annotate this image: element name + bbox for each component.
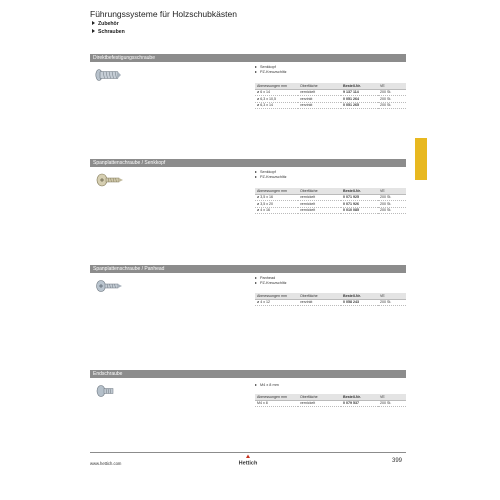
product-table (255, 293, 406, 306)
column-header: VE (378, 188, 406, 194)
section-spanplattenschraube-panhead (90, 265, 406, 325)
table-cell: ø 4 x 16 (255, 207, 298, 214)
table-cell: 200 St. (378, 299, 406, 306)
order-number-cell: 9 137 114 (341, 89, 378, 96)
feature-item: Senkkopf (255, 65, 287, 70)
section-title-bar: Endschraube (90, 370, 406, 378)
table-cell: M4 x 8 (255, 400, 298, 407)
table-row (255, 299, 406, 306)
column-header: Abmessungen mm (255, 394, 298, 400)
section-title-bar: Spanplattenschraube / Panhead (90, 265, 406, 273)
column-header: VE (378, 394, 406, 400)
column-header: Abmessungen mm (255, 83, 298, 89)
triangle-bullet-icon (255, 171, 257, 173)
table-cell: 200 St. (378, 96, 406, 103)
feature-list (255, 170, 287, 180)
column-header: Oberfläche (298, 188, 341, 194)
table-cell: vernickelt (298, 207, 341, 214)
direct-fastening-screw-icon (92, 64, 130, 86)
product-table (255, 394, 406, 407)
triangle-bullet-icon (255, 282, 257, 284)
table-cell: ø 6 x 14 (255, 89, 298, 96)
column-header: Bestell-Nr. (341, 83, 378, 89)
table-cell: verzinkt (298, 299, 341, 306)
feature-item: PZ-Kreuzschlitz (255, 175, 287, 180)
breadcrumb-item-zubehoer (92, 21, 119, 27)
feature-list (255, 383, 279, 388)
table-row (255, 89, 406, 96)
triangle-bullet-icon (255, 176, 257, 178)
table-cell: 200 St. (378, 194, 406, 201)
feature-item: Senkkopf (255, 170, 287, 175)
table-row (255, 201, 406, 208)
table-cell: ø 3,5 x 20 (255, 201, 298, 208)
order-number-cell: 0 079 537 (341, 400, 378, 407)
feature-item: PZ-Kreuzschlitz (255, 281, 287, 286)
breadcrumb-label: Schrauben (98, 29, 125, 35)
triangle-bullet-icon (92, 21, 95, 25)
end-screw-icon (92, 380, 130, 402)
table-cell: vernickelt (298, 89, 341, 96)
feature-list (255, 276, 287, 286)
page-title: Führungssysteme für Holzschubkästen (90, 9, 237, 19)
table-cell: ø 6,3 x 14 (255, 102, 298, 109)
table-row (255, 207, 406, 214)
table-cell: verzinkt (298, 102, 341, 109)
footer-url[interactable]: www.hettich.com (90, 461, 122, 466)
table-cell: vernickelt (298, 400, 341, 407)
breadcrumb-item-schrauben (92, 29, 125, 35)
table-cell: ø 4 x 12 (255, 299, 298, 306)
column-header: Abmessungen mm (255, 293, 298, 299)
table-cell: 200 St. (378, 201, 406, 208)
table-cell: 200 St. (378, 89, 406, 96)
table-cell: ø 3,5 x 16 (255, 194, 298, 201)
hettich-logo (238, 454, 258, 466)
table-cell: vernickelt (298, 201, 341, 208)
order-number-cell: 0 071 926 (341, 201, 378, 208)
section-title-bar: Direktbefestigungsschraube (90, 54, 406, 62)
feature-item: PZ-Kreuzschlitz (255, 70, 287, 75)
table-row (255, 102, 406, 109)
product-table (255, 188, 406, 214)
order-number-cell: 0 010 085 (341, 207, 378, 214)
table-row (255, 96, 406, 103)
table-cell: vernickelt (298, 194, 341, 201)
svg-text:Hettich: Hettich (238, 460, 258, 466)
countersunk-chipboard-screw-icon (92, 169, 130, 191)
section-spanplattenschraube-senkkopf (90, 159, 406, 229)
column-header: Oberfläche (298, 83, 341, 89)
column-header: Oberfläche (298, 394, 341, 400)
column-header: VE (378, 83, 406, 89)
order-number-cell: 0 058 243 (341, 299, 378, 306)
column-header: Bestell-Nr. (341, 394, 378, 400)
section-endschraube (90, 370, 406, 420)
page-number: 399 (392, 458, 403, 464)
panhead-chipboard-screw-icon (92, 275, 130, 297)
table-cell: 200 St. (378, 102, 406, 109)
triangle-bullet-icon (92, 29, 95, 33)
breadcrumb-label: Zubehör (98, 21, 119, 27)
column-header: Abmessungen mm (255, 188, 298, 194)
order-number-cell: 0 051 264 (341, 96, 378, 103)
triangle-bullet-icon (255, 277, 257, 279)
table-row (255, 400, 406, 407)
feature-item: Panhead (255, 276, 287, 281)
triangle-bullet-icon (255, 66, 257, 68)
table-cell: ø 6,3 x 10,5 (255, 96, 298, 103)
section-title-bar: Spanplattenschraube / Senkkopf (90, 159, 406, 167)
footer-divider (90, 452, 406, 453)
table-cell: verzinkt (298, 96, 341, 103)
chapter-tab-marker (415, 138, 427, 180)
table-row (255, 194, 406, 201)
product-table (255, 83, 406, 109)
table-cell: 200 St. (378, 207, 406, 214)
column-header: Oberfläche (298, 293, 341, 299)
table-cell: 200 St. (378, 400, 406, 407)
feature-list (255, 65, 287, 75)
triangle-bullet-icon (255, 384, 257, 386)
order-number-cell: 0 051 265 (341, 102, 378, 109)
triangle-bullet-icon (255, 71, 257, 73)
section-direktbefestigungsschraube (90, 54, 406, 124)
column-header: VE (378, 293, 406, 299)
column-header: Bestell-Nr. (341, 293, 378, 299)
order-number-cell: 0 071 925 (341, 194, 378, 201)
feature-item: M4 x 8 mm (255, 383, 279, 388)
column-header: Bestell-Nr. (341, 188, 378, 194)
